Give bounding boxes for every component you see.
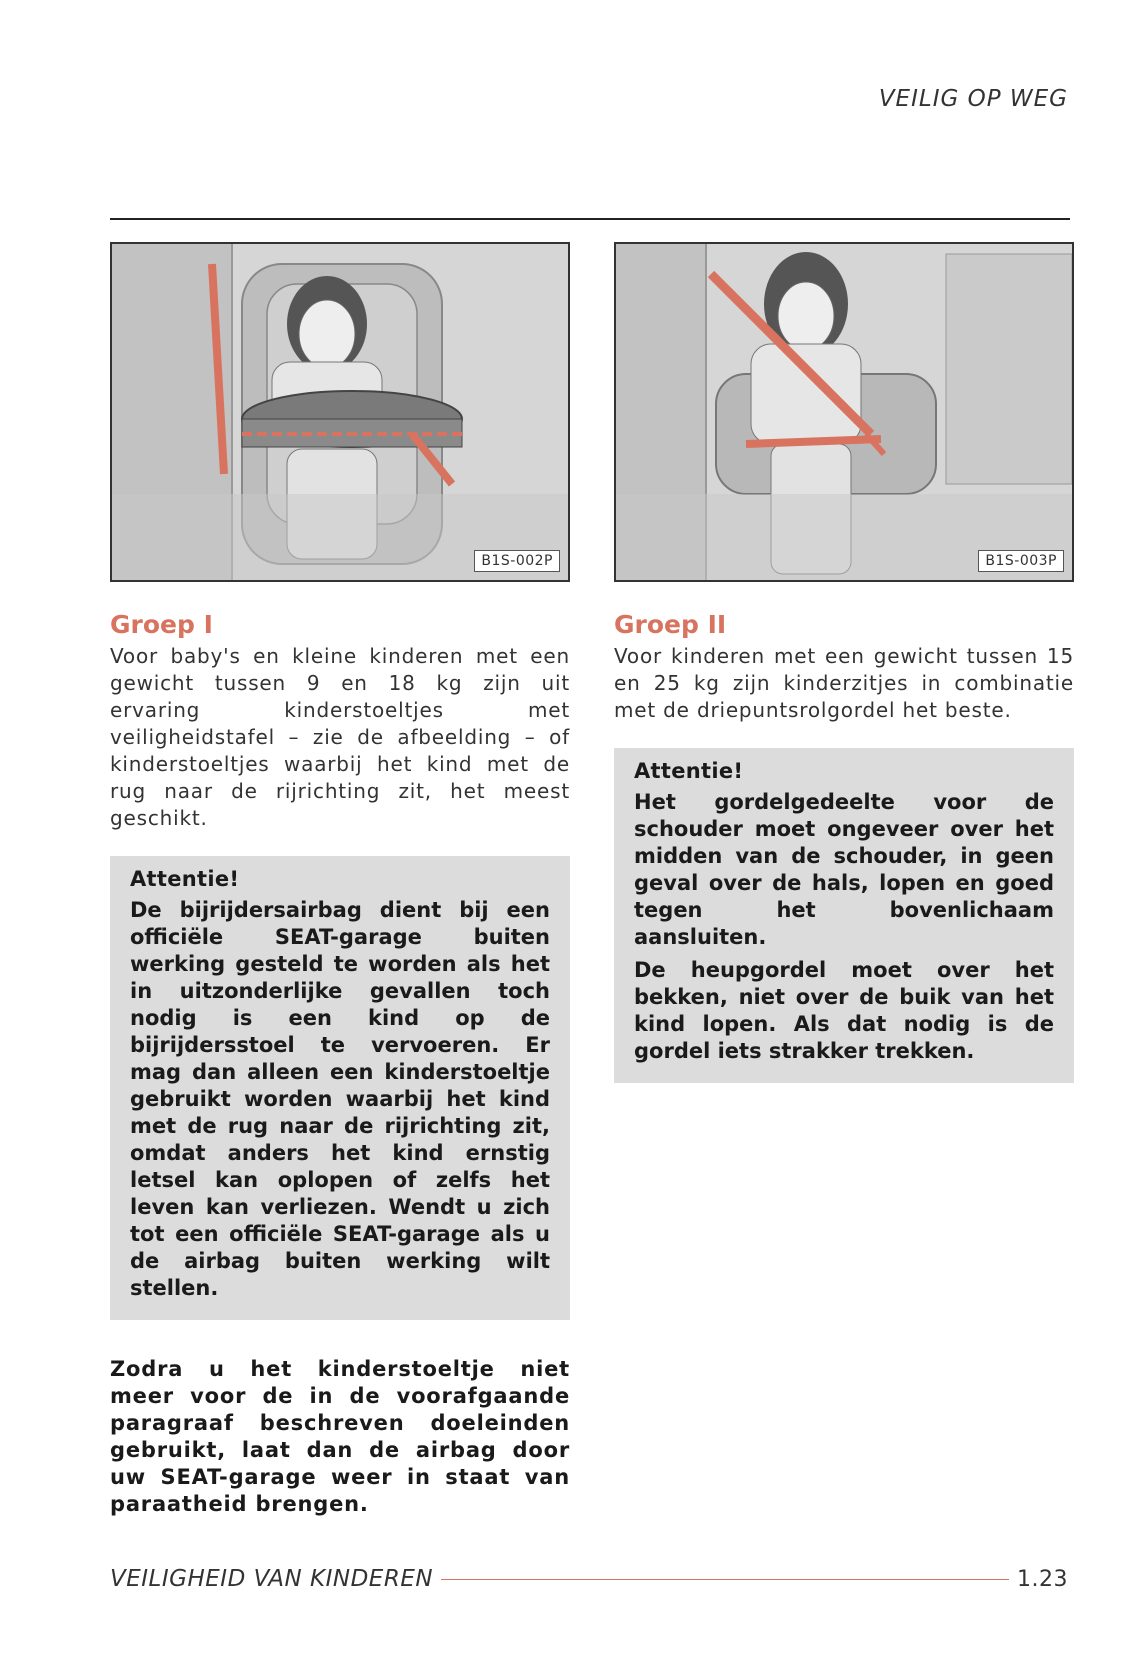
page-number: 1.23 [1017,1566,1068,1592]
heading-groep-1: Groep I [110,610,213,639]
left-column [110,242,570,1518]
chapter-title: VEILIGHEID VAN KINDEREN [110,1566,434,1592]
body-groep-1: Voor baby's en kleine kinderen met een gewicht tussen 9 en 18 kg zijn uit ervaring kinderstoeltjes met veiligheidstafel – zie de afbeelding – of kinderstoeltjes waarbij het kind met de rug naar de rijrichting zit, het meest geschikt. [110,644,570,830]
attention-title: Attentie! [130,867,240,891]
attention-text: De bijrijdersairbag dient bij een officiële SEAT-garage buiten werking gesteld te worden als het in uitzonderlijke gevallen toch nodig is een kind op de bijrijdersstoel te vervoeren. Er mag dan alleen een kinderstoeltje gebruikt worden waarbij het kind met de rug naar de rijrichting zit, omdat anders het kind ernstig letsel kan oplopen of zelfs het leven kan verliezen. Wendt u zich tot een officiële SEAT-garage als u de airbag buiten werking wilt stellen. [130,898,550,1300]
figure-code: B1S-002P [474,550,560,572]
header-rule [110,218,1070,220]
attention-text-lap: De heupgordel moet over het bekken, niet over de buik van het kind lopen. Als dat nodig is de gordel iets strakker trekken. [634,958,1054,1063]
attention-box [614,748,1074,1083]
attention-box [110,856,570,1320]
child-seat-table-illustration [112,244,568,580]
page-footer [110,1566,1068,1592]
figure-group-1 [110,242,570,582]
figure-code: B1S-003P [978,550,1064,572]
airbag-restore-note: Zodra u het kinderstoeltje niet meer voor de in de voorafgaande paragraaf beschreven doeleinden gebruikt, laat dan de airbag door uw SEAT-garage weer in staat van paraatheid brengen. [110,1357,570,1516]
attention-title: Attentie! [634,759,744,783]
footer-rule [441,1579,1009,1580]
booster-seat-belt-illustration [616,244,1072,580]
attention-text-shoulder: Het gordelgedeelte voor de schouder moet ongeveer over het midden van de schouder, in geen geval over de hals, lopen en goed tegen het bovenlichaam aansluiten. [634,790,1054,949]
body-groep-2: Voor kinderen met een gewicht tussen 15 en 25 kg zijn kinderzitjes in combinatie met de driepuntsrolgordel het beste. [614,644,1074,722]
right-column [614,242,1074,1083]
figure-group-2 [614,242,1074,582]
section-title: VEILIG OP WEG [878,86,1068,112]
heading-groep-2: Groep II [614,610,727,639]
